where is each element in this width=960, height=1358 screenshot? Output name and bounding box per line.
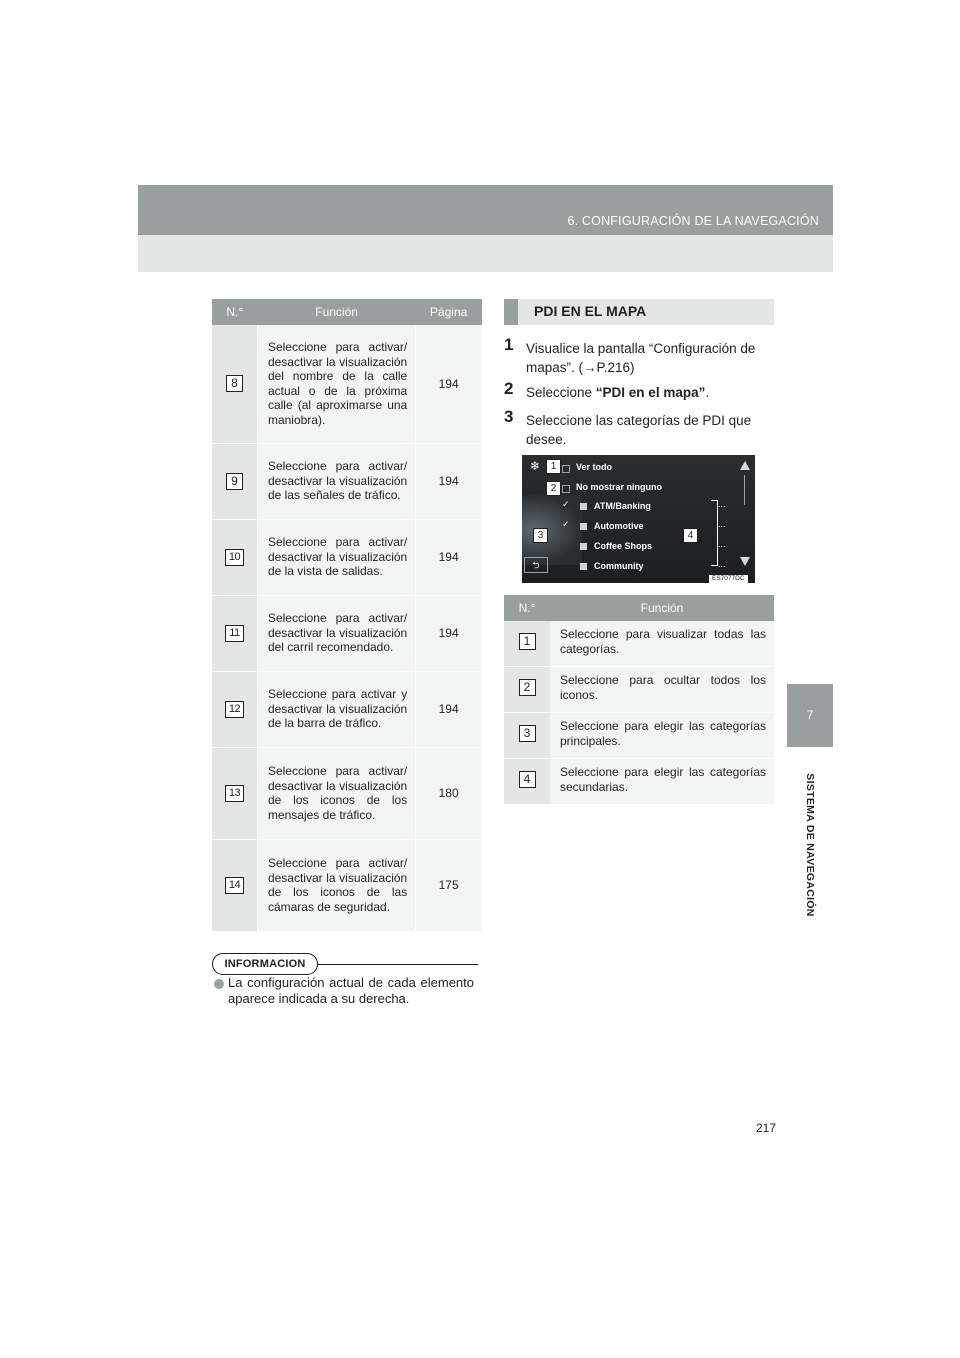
row-number-badge: 10 xyxy=(225,549,244,566)
step-number: 2 xyxy=(504,379,514,398)
scroll-down-icon[interactable] xyxy=(740,557,750,566)
step-emphasis: “PDI en el mapa” xyxy=(595,385,706,400)
row-page: 175 xyxy=(416,839,482,931)
header-title: 6. CONFIGURACIÓN DE LA NAVEGACIÓN xyxy=(567,214,819,228)
snowflake-icon: ❄ xyxy=(530,459,541,473)
row-function: Seleccione para activar/ desactivar la visualización de las señales de tráfico. xyxy=(257,443,415,519)
row-function: Seleccione para elegir las categorías secundarias. xyxy=(550,759,774,805)
row-number-badge: 14 xyxy=(225,877,244,894)
category-icon xyxy=(580,503,587,510)
row-number-badge: 11 xyxy=(225,625,244,642)
menu-item-no-mostrar[interactable]: No mostrar ninguno xyxy=(576,482,662,492)
header-subband xyxy=(138,235,833,272)
menu-item-ver-todo[interactable]: Ver todo xyxy=(576,462,613,472)
step-text xyxy=(504,383,776,402)
section-title: PDI EN EL MAPA xyxy=(534,303,647,319)
callout-table xyxy=(504,595,774,805)
row-function: Seleccione para ocultar todos los iconos. xyxy=(550,667,774,713)
check-icon: ✓ xyxy=(562,499,570,509)
row-number-badge: 9 xyxy=(226,473,243,490)
step-number: 1 xyxy=(504,335,514,354)
row-page: 194 xyxy=(416,595,482,671)
row-function: Seleccione para activar y desactivar la visualización de la barra de tráfico. xyxy=(257,671,415,747)
step-text: Seleccione las categorías de PDI que desee. xyxy=(526,413,752,447)
subcategory-button[interactable]: ... xyxy=(718,499,726,509)
row-function: Seleccione para elegir las categorías principales. xyxy=(550,713,774,759)
step-text: Visualice la pantalla “Configuración de mapas”. (→P.216) xyxy=(526,341,756,375)
step-1 xyxy=(504,335,776,377)
table-header-row xyxy=(212,299,482,325)
step-text-lead: Seleccione xyxy=(526,385,596,400)
chapter-label-text: SISTEMA DE NAVEGACIÓN xyxy=(804,773,816,917)
bracket-line xyxy=(711,500,718,566)
checkbox-icon xyxy=(562,485,570,493)
category-icon xyxy=(580,543,587,550)
menu-item-coffee-shops[interactable]: Coffee Shops xyxy=(594,541,653,551)
table-row xyxy=(212,747,482,839)
row-function: Seleccione para activar/ desactivar la visualización de los iconos de los mensajes de tráfico. xyxy=(257,747,415,839)
chapter-tab: 7 xyxy=(787,684,833,747)
screen-glow xyxy=(522,495,582,565)
row-page: 194 xyxy=(416,519,482,595)
table-row xyxy=(504,667,774,713)
row-function: Seleccione para activar/ desactivar la visualización del carril recomendado. xyxy=(257,595,415,671)
section-heading-bar xyxy=(504,299,518,325)
table-row xyxy=(504,713,774,759)
menu-item-community[interactable]: Community xyxy=(594,561,644,571)
row-function: Seleccione para activar/ desactivar la visualización del nombre de la calle actual o de la próxima calle (al aproximarse una maniobra). xyxy=(257,325,415,443)
settings-table xyxy=(212,299,482,932)
subcategory-button[interactable]: ... xyxy=(718,559,726,569)
category-icon xyxy=(580,523,587,530)
table-row xyxy=(212,519,482,595)
row-number-badge: 12 xyxy=(225,701,244,718)
row-function: Seleccione para activar/ desactivar la visualización de los iconos de las cámaras de seguridad. xyxy=(257,839,415,931)
menu-item-automotive[interactable]: Automotive xyxy=(594,521,644,531)
table-row xyxy=(212,595,482,671)
table-row xyxy=(504,759,774,805)
info-badge: INFORMACION xyxy=(212,953,318,975)
row-page: 180 xyxy=(416,747,482,839)
check-icon: ✓ xyxy=(562,519,570,529)
row-number-badge: 4 xyxy=(519,771,536,788)
header-function: Función xyxy=(550,595,774,621)
row-number-badge: 2 xyxy=(519,679,536,696)
row-function: Seleccione para activar/ desactivar la visualización de la vista de salidas. xyxy=(257,519,415,595)
header-number: N.° xyxy=(504,595,550,621)
info-rule xyxy=(318,964,478,965)
callout-1: 1 xyxy=(546,459,561,474)
table-row xyxy=(212,325,482,443)
row-page: 194 xyxy=(416,671,482,747)
row-number-badge: 3 xyxy=(519,725,536,742)
header-function: Función xyxy=(257,299,415,325)
callout-2: 2 xyxy=(546,481,561,496)
info-text: La configuración actual de cada elemento aparece indicada a su derecha. xyxy=(228,975,474,1006)
poi-screen-illustration xyxy=(522,455,755,583)
table-row xyxy=(212,443,482,519)
row-number-badge: 13 xyxy=(225,785,244,802)
bullet-icon xyxy=(214,979,224,989)
step-text-tail: . xyxy=(705,385,710,400)
row-page: 194 xyxy=(416,325,482,443)
header-band xyxy=(138,185,833,235)
page-number: 217 xyxy=(755,1121,776,1135)
subcategory-button[interactable]: ... xyxy=(718,539,726,549)
menu-item-atm[interactable]: ATM/Banking xyxy=(594,501,651,511)
row-function: Seleccione para visualizar todas las categorías. xyxy=(550,621,774,667)
table-row xyxy=(212,671,482,747)
table-row xyxy=(212,839,482,931)
back-arrow-icon[interactable]: ⮌ xyxy=(524,557,548,573)
row-number-badge: 8 xyxy=(226,375,243,392)
scroll-up-icon[interactable] xyxy=(740,461,750,470)
callout-4: 4 xyxy=(683,528,698,543)
section-heading xyxy=(504,299,774,325)
step-2 xyxy=(504,379,776,402)
step-3 xyxy=(504,407,776,449)
table-row xyxy=(504,621,774,667)
figure-code: ES7077DC xyxy=(709,575,748,583)
chapter-label xyxy=(788,760,832,930)
callout-3: 3 xyxy=(533,528,548,543)
subcategory-button[interactable]: ... xyxy=(718,519,726,529)
header-number: N.° xyxy=(212,299,257,325)
row-number-badge: 1 xyxy=(519,633,536,650)
scrollbar-track xyxy=(744,475,745,505)
checkbox-icon xyxy=(562,465,570,473)
table-header-row xyxy=(504,595,774,621)
category-icon xyxy=(580,563,587,570)
row-page: 194 xyxy=(416,443,482,519)
header-page: Página xyxy=(416,299,482,325)
step-number: 3 xyxy=(504,407,514,426)
